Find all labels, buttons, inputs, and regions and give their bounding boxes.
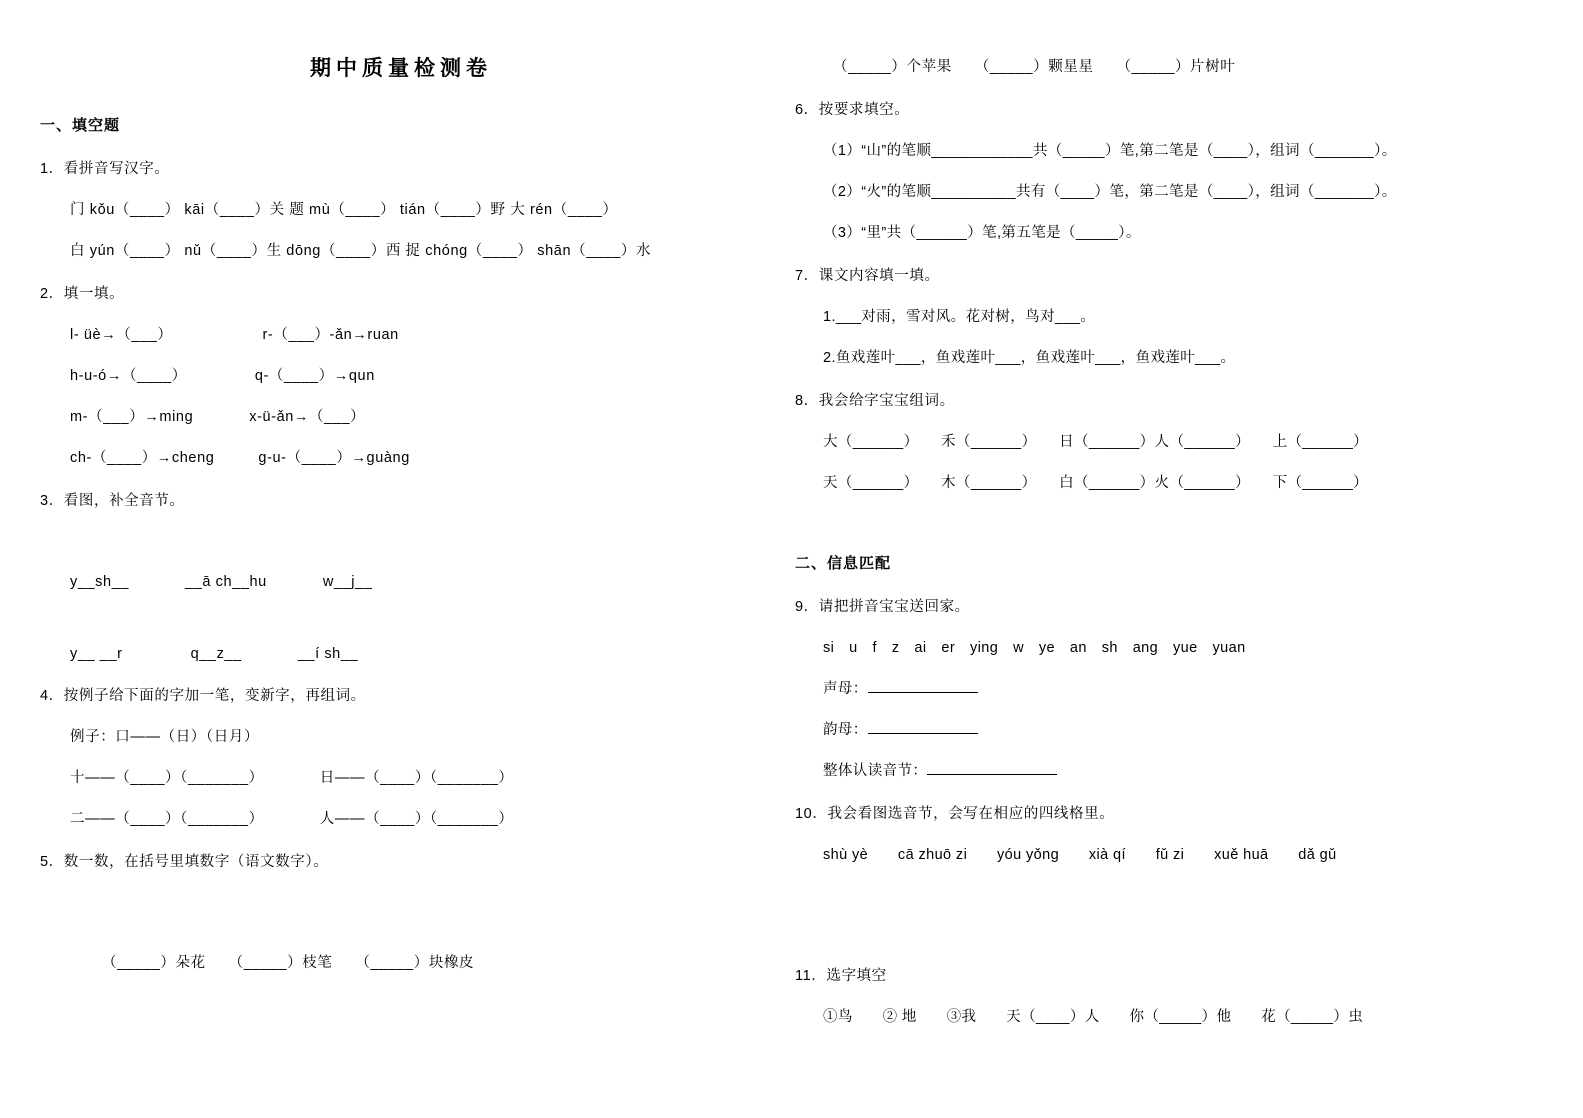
question-6-sub-3: （3）“里”共（______）笔,第五笔是（_____）。 bbox=[823, 225, 1141, 241]
question-2-text: 填一填。 bbox=[63, 286, 125, 302]
question-9 bbox=[795, 595, 1535, 616]
question-7-number: 7． bbox=[795, 268, 819, 284]
question-4-row-2-left: 二——（____）（_______） bbox=[70, 811, 264, 827]
question-10-number: 10． bbox=[795, 806, 828, 822]
question-3-syllable-1: y__sh__ bbox=[70, 574, 130, 590]
question-2-row-2-left: h-u-ó→（____） bbox=[70, 368, 187, 384]
question-8-row-2: 天（______） 木（______） 白（______）火（______） 下（______） bbox=[823, 475, 1369, 491]
question-8-row-1: 大（______） 禾（______） 日（______）人（______） 上（______） bbox=[823, 434, 1369, 450]
question-11-number: 11． bbox=[795, 968, 827, 984]
question-7-text: 课文内容填一填。 bbox=[818, 268, 940, 284]
question-9-whole-syllables-blank[interactable] bbox=[927, 760, 1057, 775]
question-3-number: 3． bbox=[40, 493, 64, 509]
question-10-text: 我会看图选音节，会写在相应的四线格里。 bbox=[827, 806, 1115, 822]
question-3-syllable-2: __ā ch__hu bbox=[185, 574, 267, 590]
question-3-syllable-5: q__z__ bbox=[190, 646, 242, 662]
question-4 bbox=[40, 684, 780, 705]
right-column bbox=[795, 0, 1535, 1118]
question-2-row-3-right: x-ü-ǎn→（___） bbox=[249, 409, 366, 425]
question-11-text: 选字填空 bbox=[826, 968, 887, 984]
question-7-sub-2: 2.鱼戏莲叶___，鱼戏莲叶___，鱼戏莲叶___，鱼戏莲叶___。 bbox=[823, 350, 1236, 366]
question-4-example: 例子：口——（日）（日月） bbox=[70, 729, 260, 745]
question-3-syllable-row-2 bbox=[40, 646, 780, 662]
question-2-row-3-left: m-（___）→ming bbox=[70, 409, 194, 425]
question-3-syllable-6: __í sh__ bbox=[297, 646, 359, 662]
question-8-number: 8． bbox=[795, 393, 819, 409]
question-2-row-4 bbox=[40, 446, 780, 467]
question-1-text: 看拼音写汉字。 bbox=[63, 161, 170, 177]
question-11 bbox=[795, 964, 1535, 985]
question-2-row-2-right: q-（____）→qun bbox=[254, 368, 375, 384]
question-4-row-1 bbox=[40, 766, 780, 787]
question-5-image-placeholder bbox=[40, 871, 780, 931]
question-2-row-1-left: l- üè→（___） bbox=[70, 327, 173, 343]
question-6-sub-1: （1）“山”的笔顺____________共（_____）笔,第二笔是（____），组词（_______）。 bbox=[823, 143, 1397, 159]
question-3-syllable-row-1 bbox=[40, 574, 780, 590]
question-5-row-1: （_____）朵花 （_____）枝笔 （_____）块橡皮 bbox=[102, 955, 475, 971]
question-10 bbox=[795, 802, 1535, 823]
question-5-row-2: （_____）个苹果 （_____）颗星星 （_____）片树叶 bbox=[833, 59, 1236, 75]
section-heading-fill-blanks: 一、填空题 bbox=[40, 117, 121, 134]
question-6-text: 按要求填空。 bbox=[818, 102, 910, 118]
question-2-row-4-right: g-u-（____）→guàng bbox=[258, 450, 410, 466]
question-9-finals-line bbox=[795, 718, 1535, 739]
question-3-syllable-3: w__j__ bbox=[322, 574, 373, 590]
question-9-initials-blank[interactable] bbox=[868, 678, 978, 693]
left-column bbox=[40, 0, 780, 1118]
question-4-row-2-right: 人——（____）（_______） bbox=[319, 811, 514, 827]
question-3-text: 看图，补全音节。 bbox=[63, 493, 185, 509]
question-4-number: 4． bbox=[40, 688, 64, 704]
question-1-row-1: 门 kǒu（____） kāi（____）关 题 mù（____） tián（____）野 大 rén（____） bbox=[70, 202, 618, 218]
question-2 bbox=[40, 282, 780, 303]
question-7-sub-1: 1.___对雨，雪对风。花对树，鸟对___。 bbox=[823, 309, 1096, 325]
question-3 bbox=[40, 489, 780, 510]
section-heading-matching: 二、信息匹配 bbox=[795, 555, 892, 572]
question-9-text: 请把拼音宝宝送回家。 bbox=[818, 599, 970, 615]
question-8 bbox=[795, 389, 1535, 410]
question-9-number: 9． bbox=[795, 599, 819, 615]
question-6-sub-2: （2）“火”的笔顺__________共有（____）笔，第二笔是（____），组词（_______）。 bbox=[823, 184, 1397, 200]
question-9-initials-line bbox=[795, 677, 1535, 698]
page-title: 期中质量检测卷 bbox=[310, 57, 492, 80]
question-9-finals-label: 韵母： bbox=[823, 722, 868, 738]
question-4-text: 按例子给下面的字加一笔，变新字，再组词。 bbox=[63, 688, 366, 704]
question-6 bbox=[795, 98, 1535, 119]
question-9-finals-blank[interactable] bbox=[868, 719, 978, 734]
question-2-row-1 bbox=[40, 323, 780, 344]
question-2-row-4-left: ch-（____）→cheng bbox=[70, 450, 215, 466]
question-4-row-1-right: 日——（____）（_______） bbox=[319, 770, 514, 786]
question-7 bbox=[795, 264, 1535, 285]
question-9-whole-syllables-label: 整体认读音节： bbox=[823, 763, 928, 779]
question-4-row-1-left: 十——（____）（_______） bbox=[70, 770, 264, 786]
question-3-image-placeholder-row-1 bbox=[40, 510, 780, 554]
question-2-row-1-right: r-（___）-ǎn→ruan bbox=[262, 327, 399, 343]
question-8-text: 我会给字宝宝组词。 bbox=[818, 393, 955, 409]
question-5-text: 数一数，在括号里填数字（语文数字）。 bbox=[63, 854, 329, 870]
question-2-row-2 bbox=[40, 364, 780, 385]
question-11-row-1: ①鸟 ② 地 ③我 天（____）人 你（_____）他 花（_____）虫 bbox=[823, 1009, 1364, 1025]
question-10-image-placeholder bbox=[795, 864, 1535, 924]
question-5 bbox=[40, 850, 780, 871]
question-6-number: 6． bbox=[795, 102, 819, 118]
question-9-whole-syllables-line bbox=[795, 759, 1535, 780]
question-3-syllable-4: y__ __r bbox=[70, 646, 123, 662]
question-1-number: 1． bbox=[40, 161, 64, 177]
question-10-pinyin-bank: shù yè cā zhuō zi yóu yǒng xià qí fǔ zi xuě huā dǎ gǔ bbox=[823, 847, 1337, 863]
question-1-row-2: 白 yún（____） nǔ（____）生 dōng（____）西 捉 chóng（____） shān（____）水 bbox=[70, 243, 652, 259]
question-2-number: 2． bbox=[40, 286, 64, 302]
question-1 bbox=[40, 157, 780, 178]
question-4-row-2 bbox=[40, 807, 780, 828]
question-2-row-3 bbox=[40, 405, 780, 426]
question-5-number: 5． bbox=[40, 854, 64, 870]
question-9-initials-label: 声母： bbox=[823, 681, 868, 697]
question-3-image-placeholder-row-2 bbox=[40, 590, 780, 626]
question-9-letter-bank: si u f z ai er ying w ye an sh ang yue yuan bbox=[823, 640, 1246, 656]
